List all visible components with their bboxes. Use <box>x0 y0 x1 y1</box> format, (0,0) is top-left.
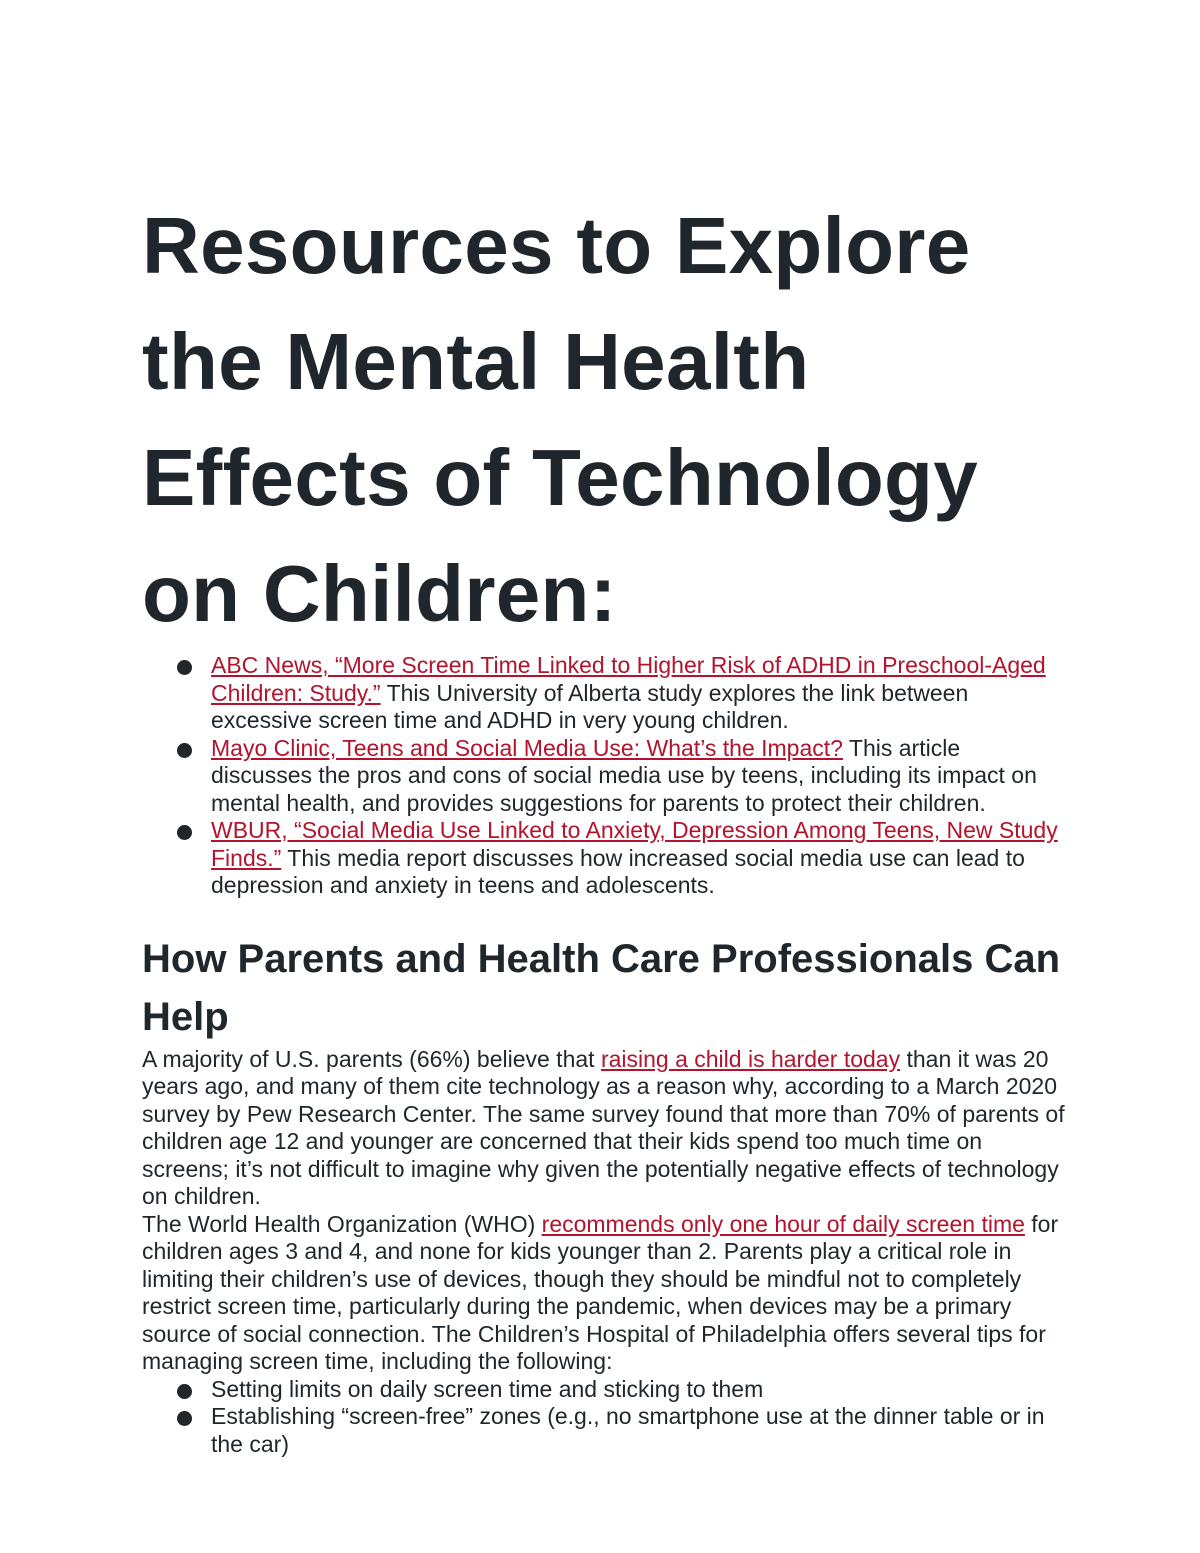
paragraph-who-recommendation <box>142 1211 1067 1376</box>
section-heading: How Parents and Health Care Professionals Can Help <box>142 936 1061 1039</box>
bullet-icon <box>177 743 192 758</box>
tip-text: Setting limits on daily screen time and sticking to them <box>211 1375 764 1402</box>
bullet-icon <box>177 1411 192 1426</box>
paragraph-pew-survey <box>142 1046 1067 1211</box>
tip-item <box>142 1376 1067 1404</box>
paragraph-text: A majority of U.S. parents (66%) believe that <box>142 1045 601 1072</box>
resource-item <box>142 817 1067 900</box>
paragraph-text: The World Health Organization (WHO) <box>142 1210 542 1237</box>
paragraph-text: than it was 20 years ago, and many of them cite technology as a reason why, according to a March 2020 survey by Pew Research Center. The same survey found that more than 70% of parents of children age 12 and younger are concerned that their kids spend too much time on screens; it’s not difficult to imagine why given the potentially negative effects of technology on children. <box>142 1045 1065 1209</box>
bullet-icon <box>177 1384 192 1399</box>
resource-item <box>142 735 1067 818</box>
tip-item <box>142 1403 1067 1458</box>
bullet-icon <box>177 825 192 840</box>
tip-text: Establishing “screen-free” zones (e.g., no smartphone use at the dinner table or in the car) <box>211 1403 1045 1457</box>
page-title: Resources to Explore the Mental Health Effects of Technology on Children: <box>142 201 978 638</box>
tips-list <box>142 1376 1067 1459</box>
link-who-screen-time[interactable]: recommends only one hour of daily screen time <box>541 1210 1025 1237</box>
paragraph-text: for children ages 3 and 4, and none for kids younger than 2. Parents play a critical role in limiting their children’s use of devices, though they should be mindful not to completely restrict screen time, particularly during the pandemic, when devices may be a primary source of social connection. The Children’s Hospital of Philadelphia offers several tips for managing screen time, including the following: <box>142 1210 1059 1374</box>
resource-link-mayo-clinic[interactable]: Mayo Clinic, Teens and Social Media Use: What’s the Impact? <box>211 734 843 761</box>
resource-description: This article discusses the pros and cons of social media use by teens, including its impact on mental health, and provides suggestions for parents to protect their children. <box>211 734 1037 816</box>
resource-description: This University of Alberta study explores the link between excessive screen time and ADHD in very young children. <box>211 679 969 733</box>
resource-link-abc-news[interactable]: ABC News, “More Screen Time Linked to Higher Risk of ADHD in Preschool-Aged Children: Study.” <box>211 652 1046 706</box>
document-content <box>142 188 1067 1458</box>
bullet-icon <box>177 660 192 675</box>
resource-link-wbur[interactable]: WBUR, “Social Media Use Linked to Anxiety, Depression Among Teens, New Study Finds.” <box>211 817 1058 871</box>
resource-description: This media report discusses how increased social media use can lead to depression and anxiety in teens and adolescents. <box>211 844 1025 898</box>
resource-item <box>142 652 1067 735</box>
link-raising-child-harder[interactable]: raising a child is harder today <box>600 1045 901 1072</box>
resources-list <box>142 652 1067 900</box>
